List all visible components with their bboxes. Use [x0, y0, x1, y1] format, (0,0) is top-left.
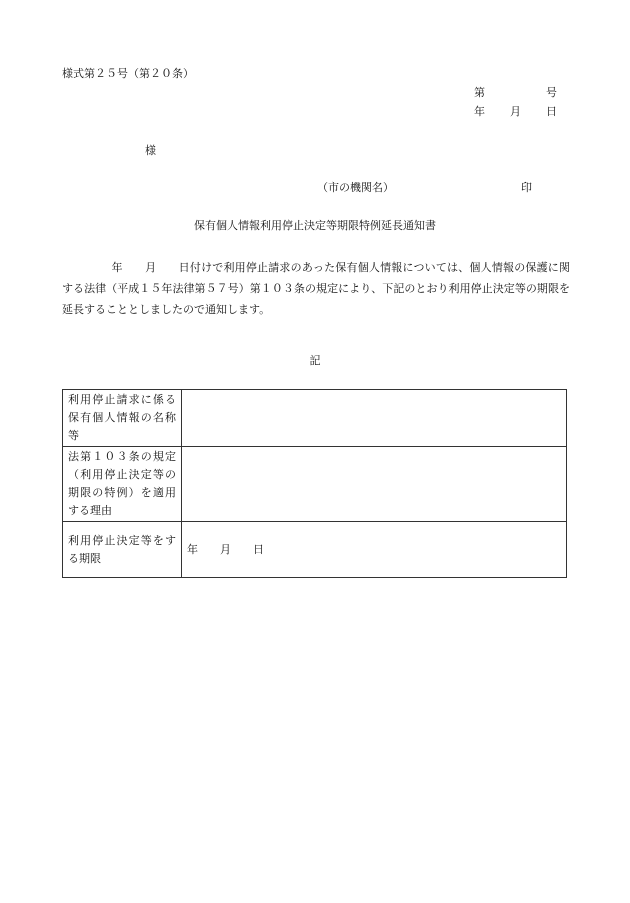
row-label-reason: 法第１０３条の規定（利用停止決定等の期限の特例）を適用する理由 [63, 447, 182, 522]
issue-date-month: 月 [510, 105, 521, 118]
document-title: 保有個人情報利用停止決定等期限特例延長通知書 [194, 219, 436, 232]
row-label-info-name: 利用停止請求に係る保有個人情報の名称等 [63, 390, 182, 447]
table-row [63, 447, 567, 522]
row-value-reason [182, 447, 567, 522]
seal-mark: 印 [521, 181, 532, 194]
detail-table [62, 389, 567, 578]
sender-agency: （市の機関名） [317, 181, 394, 194]
form-number: 様式第２５号（第２０条） [62, 67, 194, 80]
notice-body: 年 月 日付けで利用停止請求のあった保有個人情報については、個人情報の保護に関する法律（平成１５年法律第５７号）第１０３条の規定により、下記のとおり利用停止決定等の期限を延長することとしましたので通知します。 [62, 261, 570, 316]
addressee-honorific: 様 [145, 144, 156, 157]
row-value-info-name [182, 390, 567, 447]
issue-date-year: 年 [474, 105, 485, 118]
table-row [63, 390, 567, 447]
table-row [63, 522, 567, 578]
ki-heading: 記 [309, 354, 321, 367]
row-label-deadline: 利用停止決定等をする期限 [63, 522, 182, 578]
issue-date-day: 日 [546, 105, 557, 118]
document-number-suffix: 号 [546, 86, 557, 99]
document-number-prefix: 第 [474, 86, 485, 99]
row-value-deadline: 年 月 日 [182, 522, 567, 578]
